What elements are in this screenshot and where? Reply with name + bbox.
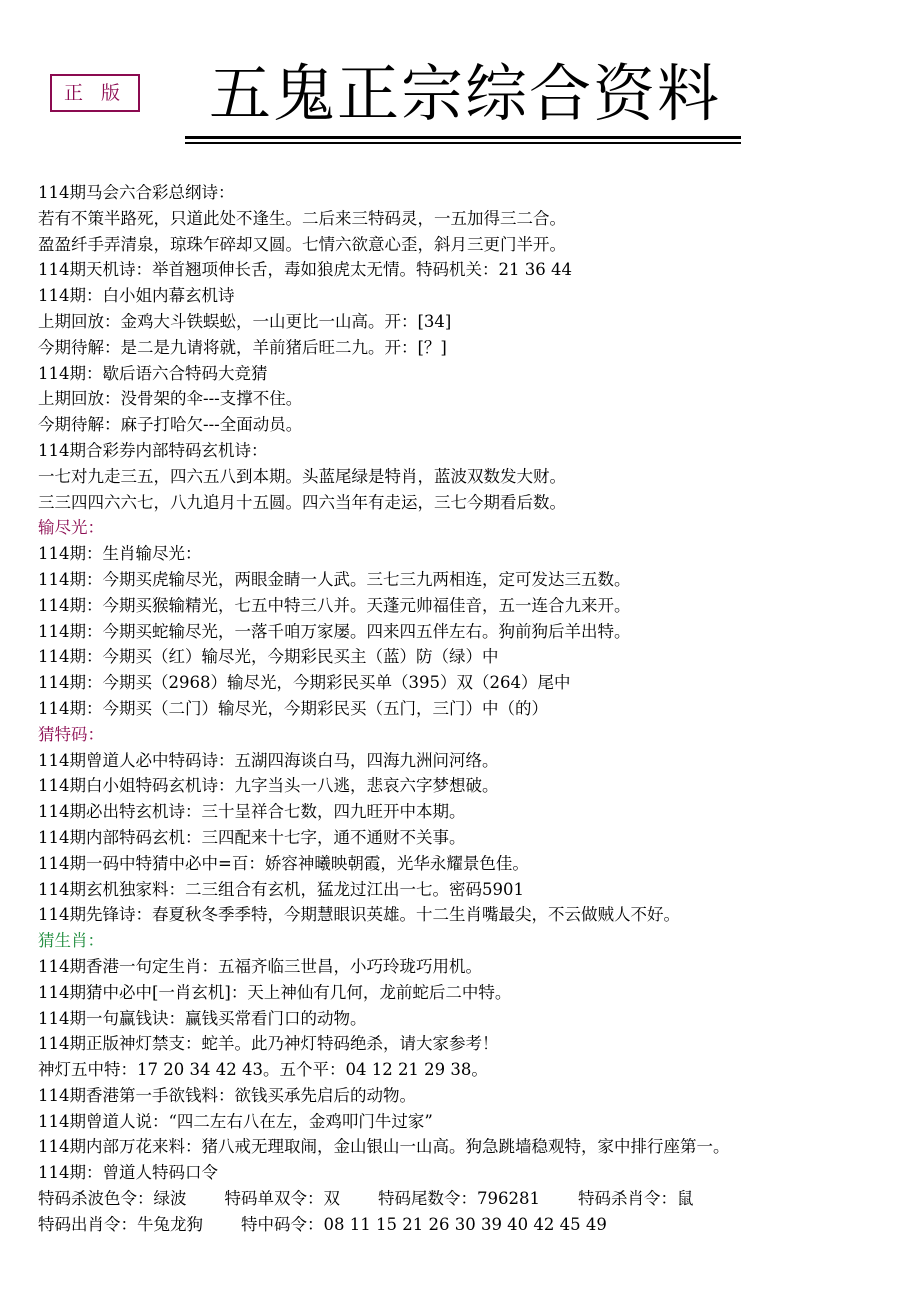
text-line: 若有不策半路死，只道此处不逢生。二后来三特码灵，一五加得三二合。 xyxy=(38,208,566,228)
title-underline-secondary xyxy=(185,142,741,144)
page-title: 五鬼正宗综合资料 xyxy=(208,57,721,130)
text-line: 114期天机诗：举首翘项伸长舌，毒如狼虎太无情。特码机关：21 36 44 xyxy=(38,260,572,280)
text-line: 114期：生肖输尽光： xyxy=(38,544,202,564)
text-line: 114期正版神灯禁支：蛇羊。此乃神灯特码绝杀，请大家参考！ xyxy=(38,1034,499,1054)
text-line: 盈盈纤手弄清泉，琼珠乍碎却又圆。七情六欲意心歪，斜月三更门半开。 xyxy=(38,234,566,254)
text-line: 114期香港第一手欲钱料：欲钱买承先启后的动物。 xyxy=(38,1085,416,1105)
text-line: 114期：今期买虎输尽光，两眼金睛一人武。三七三九两相连，定可发达三五数。 xyxy=(38,569,631,589)
order-tail-number: 特码尾数令：796281 xyxy=(378,1189,540,1209)
order-row-1 xyxy=(38,1186,888,1212)
text-line: 114期：今期买（红）输尽光，今期彩民买主（蓝）防（绿）中 xyxy=(38,647,499,667)
document-body xyxy=(38,180,888,1238)
text-line: 一七对九走三五，四六五八到本期。头蓝尾绿是特肖，蓝波双数发大财。 xyxy=(38,466,566,486)
title-underline xyxy=(185,136,741,139)
order-odd-even: 特码单双令：双 xyxy=(224,1189,340,1209)
text-line: 114期：歇后语六合特码大竞猜 xyxy=(38,363,268,383)
text-line: 114期合彩券内部特码玄机诗： xyxy=(38,440,268,460)
text-line: 114期：白小姐内幕玄机诗 xyxy=(38,286,235,306)
text-line: 114期马会六合彩总纲诗： xyxy=(38,183,235,202)
order-kill-color: 特码杀波色令：绿波 xyxy=(38,1189,187,1209)
text-line: 114期：今期买（2968）输尽光，今期彩民买单（395）双（264）尾中 xyxy=(38,673,571,693)
section-heading-lose: 输尽光： xyxy=(38,518,104,538)
text-line: 114期：今期买（二门）输尽光，今期彩民买（五门，三门）中（的） xyxy=(38,698,548,718)
text-line: 114期猜中必中[一肖玄机]：天上神仙有几何，龙前蛇后二中特。 xyxy=(38,982,512,1002)
text-line: 114期一句赢钱诀：赢钱买常看门口的动物。 xyxy=(38,1008,367,1028)
text-line: 今期待解：是二是九请将就，羊前猪后旺二九。开：[？] xyxy=(38,337,447,357)
text-line: 114期内部特码玄机：三四配来十七字，通不通财不关事。 xyxy=(38,827,466,847)
text-line: 114期先锋诗：春夏秋冬季季特，今期慧眼识英雄。十二生肖嘴最尖，不云做贼人不好。 xyxy=(38,905,680,925)
text-line: 114期白小姐特码玄机诗：九字当头一八逃，悲哀六字梦想破。 xyxy=(38,776,499,796)
text-line: 114期曾道人必中特码诗：五湖四海谈白马，四海九洲问河络。 xyxy=(38,750,499,770)
text-line: 114期：曾道人特码口令 xyxy=(38,1163,218,1183)
text-line: 神灯五中特：17 20 34 42 43。五个平：04 12 21 29 38。 xyxy=(38,1060,488,1080)
text-line: 114期香港一句定生肖：五福齐临三世昌，小巧玲珑巧用机。 xyxy=(38,956,482,976)
text-line: 114期曾道人说：“四二左右八在左，金鸡叩门牛过家” xyxy=(38,1111,433,1131)
text-line: 上期回放：没骨架的伞---支撑不住。 xyxy=(38,389,303,409)
text-line: 114期必出特玄机诗：三十呈祥合七数，四九旺开中本期。 xyxy=(38,802,466,822)
order-kill-zodiac: 特码杀肖令：鼠 xyxy=(578,1189,694,1209)
order-out-zodiac: 特码出肖令：牛兔龙狗 xyxy=(38,1214,203,1234)
genuine-badge: 正 版 xyxy=(50,74,140,112)
text-line: 114期：今期买蛇输尽光，一落千咱万家屡。四来四五伴左右。狗前狗后羊出特。 xyxy=(38,621,631,641)
order-row-2 xyxy=(38,1212,888,1238)
text-line: 上期回放：金鸡大斗铁蜈蚣，一山更比一山高。开：[34] xyxy=(38,311,452,331)
section-heading-guess-code: 猜特码： xyxy=(38,724,104,744)
text-line: 114期内部万花来料：猪八戒无理取闹，金山银山一山高。狗急跳墙稳观特，家中排行座第一。 xyxy=(38,1137,730,1157)
text-line: 今期待解：麻子打哈欠---全面动员。 xyxy=(38,415,303,435)
order-hit-numbers: 特中码令：08 11 15 21 26 30 39 40 42 45 49 xyxy=(241,1214,607,1234)
text-line: 114期：今期买猴输精光，七五中特三八并。天蓬元帅福佳音，五一连合九来开。 xyxy=(38,595,631,615)
text-line: 114期玄机独家料：二三组合有玄机，猛龙过江出一七。密码5901 xyxy=(38,879,524,899)
text-line: 114期一码中特猜中必中=百：娇容神曦映朝霞，光华永耀景色佳。 xyxy=(38,853,529,873)
text-line: 三三四四六六七，八九追月十五圆。四六当年有走运，三七今期看后数。 xyxy=(38,492,566,512)
section-heading-guess-zodiac: 猜生肖： xyxy=(38,931,104,951)
